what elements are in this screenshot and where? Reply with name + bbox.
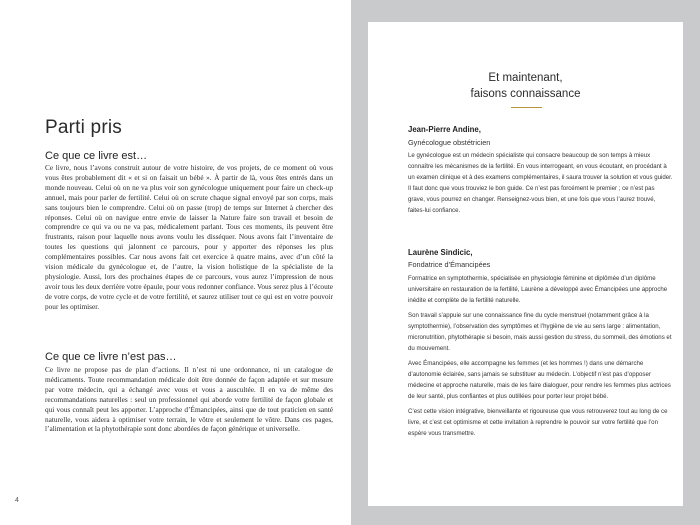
- right-content-panel: [368, 22, 683, 506]
- right-title-line-1: Et maintenant,: [488, 72, 563, 84]
- bio-paragraph: Formatrice en symptothermie, spécialisée en physiologie féminine et diplômée d’un diplôme universitaire en restauration de la fertilité, Laurène a développé avec Émancipées une approche inédite et complète de la fertilité naturelle.: [408, 275, 668, 305]
- author-bio-gynecologist: [408, 150, 673, 220]
- page-number: 4: [15, 497, 19, 504]
- author-bio-founder: [408, 273, 673, 442]
- section-body-what-book-is-not: Ce livre ne propose pas de plan d’actions. Il n’est ni une ordonnance, ni un catalogue de médicaments. Toute recommandation médicale doit être donnée de façon adaptée et sur mesure par votre médecin, qui a échangé avec vous et vous a auscultée. Il en va de même des recommandations naturelles : seul un professionnel qui aborde votre fertilité de façon globale et qui vous connaît peut les apporter. L’approche d’Émancipées, ainsi que de tout praticien en santé naturelle, vous aidera à optimiser votre terrain, le vôtre et seulement le vôtre. Dans ces pages, l’alimentation et la phytothérapie sont donc abordées de façon générique et universelle.: [45, 365, 333, 434]
- right-title-line-2: faisons connaissance: [470, 88, 581, 100]
- page-title: Parti pris: [45, 117, 122, 138]
- author-role-gynecologist: Gynécologue obstétricien: [408, 138, 491, 147]
- bio-paragraph: C’est cette vision intégrative, bienveillante et rigoureuse que vous retrouverez tout au long de ce livre, et c’est cet optimisme et cette invitation à reprendre le pouvoir sur votre fertilité que l’on espère vous transmettre.: [408, 407, 668, 437]
- section-heading-what-book-is: Ce que ce livre est…: [45, 150, 148, 162]
- bio-paragraph: Son travail s’appuie sur une connaissance fine du cycle menstruel (notamment grâce à la symptothermie), l’observation des symptômes et l’hygiène de vie au sens large : alimentation, micronutrition, phytothérapie si besoin, mais aussi gestion du stress, du sommeil, des émotions et du mouvement.: [408, 311, 672, 353]
- right-page: [351, 0, 700, 525]
- bio-paragraph: Avec Émancipées, elle accompagne les femmes (et les hommes !) dans une démarche d’autonomie éclairée, sans jamais se substituer au médecin. L’objectif n’est pas d’opposer médecine et approche naturelle, mais de les faire dialoguer, pour rendre les femmes plus actrices de leur santé, plus confiantes et plus outillées pour porter leur projet bébé.: [408, 359, 671, 400]
- section-heading-what-book-is-not: Ce que ce livre n’est pas…: [45, 351, 177, 363]
- author-name-founder: Laurène Sindicic,: [408, 248, 473, 257]
- author-role-founder: Fondatrice d’Émancipées: [408, 260, 491, 269]
- bio-paragraph: Le gynécologue est un médecin spécialiste qui consacre beaucoup de son temps à mieux connaître les mécanismes de la fertilité. En vous interrogeant, en vous écoutant, en procédant à un examen clinique et à des examens complémentaires, il saura trouver la solution et vous guider. Il faut donc que vous trouviez le bon guide. Ce n’est pas forcément le premier ; ce n’est pas grave, vous pourrez en changer. Renseignez-vous bien, et une fois que vous l’aurez trouvé, faites-lui confiance.: [408, 152, 673, 215]
- right-page-title: [368, 70, 683, 102]
- section-body-what-book-is: Ce livre, nous l’avons construit autour de votre histoire, de vos projets, de ce moment où vous vous êtes probablement dit « et si on faisait un bébé ». À partir de là, vous êtes entrés dans un monde nouveau. Celui où on ne va plus voir son gynécologue uniquement pour faire un check-up annuel, mais pour parler de fertilité. Celui où on scrute chaque signal envoyé par son corps, mais sans toujours bien le comprendre. Celui où on passe (trop) de temps sur Internet à chercher des réponses. Celui où on navigue entre envie de laisser la Nature faire son travail et besoin de comprendre ce qui va ou ne va pas, médicalement parlant. Tous ces moments, ils peuvent être frustrants, raison pour laquelle nous avons voulu les disséquer. Nous avons fait l’inventaire de toutes les questions qui jalonnent ce parcours, pour y apporter des réponses les plus complémentaires possibles. Car nous avons fait cet exercice à quatre mains, avec d’un côté la vision médicale du gynécologue et, de l’autre, la vision holistique de la spécialiste de la physiologie. Aussi, lors des prochaines étapes de ce parcours, vous aurez l’impression de nous avoir tous les deux derrière votre épaule, pour vous redonner confiance. Vous serez plus à l’écoute de votre corps, de votre cycle et de votre fertilité, et saurez utiliser tout ce qui est en votre pouvoir pour les optimiser.: [45, 163, 333, 311]
- title-divider: [511, 107, 542, 108]
- author-name-gynecologist: Jean-Pierre Andine,: [408, 125, 481, 134]
